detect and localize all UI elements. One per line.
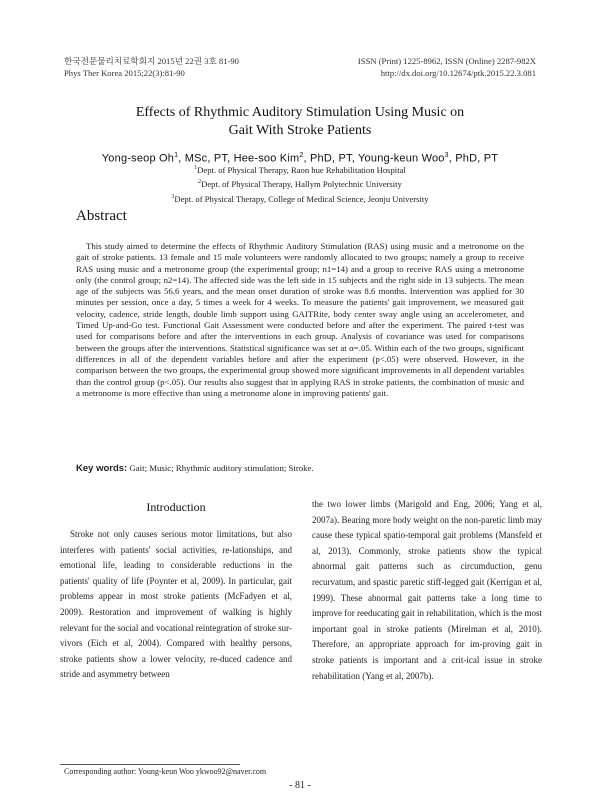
paper-title-line2: Gait With Stroke Patients bbox=[228, 123, 372, 138]
keywords-label: Key words: bbox=[76, 463, 128, 474]
page-number: - 81 - bbox=[289, 780, 311, 791]
author-name: Yong-seop Oh bbox=[101, 152, 175, 165]
journal-korean-citation: 한국전문물리치료학회지 2015년 22권 3호 81-90 bbox=[64, 56, 239, 66]
paper-title-line1: Effects of Rhythmic Auditory Stimulation Using Music on bbox=[135, 105, 465, 120]
author-name: Young-keun Woo bbox=[358, 152, 445, 165]
keywords bbox=[76, 463, 314, 474]
abstract-body: This study aimed to determine the effects of Rhythmic Auditory Stimulation (RAS) using music and a metronome on the gait of stroke patients. 13 female and 15 male volunteers were randomly allocated to two groups; namely a group to receive RAS using music and a metronome group (the experimental group; n1=14) and a group to receive RAS using a metronome only (the control group; n2=14). The affected side was the left side in 15 subjects and the right side in 13 subjects. The mean age of the subjects was 56.6 years, and the mean onset duration of stroke was 8.6 months. Intervention was applied for 30 minutes per session, once a day, 5 times a week for 4 weeks. To measure the patients' gait improvement, we measured gait velocity, cadence, stride length, double limb support using GAITRite, body center sway angle using an accelerometer, and Timed Up-and-Go test. Functional Gait Assessment were conducted before and after the experiment. The paired t-test was used for comparisons before and after the interventions in each group. Analysis of covariance was used for comparisons between the groups after the interventions. Statistical significance was set at α=.05. Within each of the two groups, significant differences in all of the dependent variables before and after the experiment (p<.05) were observed. However, in the comparison between the two groups, the experimental group showed more significant improvements in all dependent variables than the control group (p<.05). Our results also suggest that in applying RAS in stroke patients, the combination of music and a metronome is more effective than using a metronome alone in improving patients' gait. bbox=[76, 241, 524, 398]
affiliation-list bbox=[0, 162, 600, 205]
introduction-column-right: the two lower limbs (Marigold and Eng, 2006; Yang et al, 2007a). Bearing more body weight on the non-paretic limb may cause these typical spatio-temporal gait problems (Mansfeld et al, 2013). Commonly, stroke patients show the typical abnormal gait patterns such as circumduction, genu recurvatum, and spastic paretic stiff-legged gait (Kerrigan et al, 1999). These abnormal gait patterns take a long time to improve for reeducating gait in rehabilitation, which is the most important goal in stroke patients (Mirelman et al, 2010). Therefore, an appropriate approach for im-proving gait in stroke patients is important and a crit-ical issue in stroke rehabilitation (Yang et al, 2007b). bbox=[312, 499, 542, 681]
affiliation-item: $^3$Dept. of Physical Therapy, College of Medical Science, Jeonju University bbox=[171, 193, 429, 204]
affiliation-item: $^2$Dept. of Physical Therapy, Hallym Polytechnic University bbox=[198, 179, 402, 190]
paper-title bbox=[0, 104, 600, 140]
journal-citation: Phys Ther Korea 2015;22(3):81-90 bbox=[64, 68, 185, 78]
doi-link[interactable]: http://dx.doi.org/10.12674/ptk.2015.22.3.081 bbox=[380, 68, 536, 78]
abstract-heading: Abstract bbox=[76, 208, 127, 224]
corresponding-author-footnote: Corresponding author: Young-keun Woo ykwoo92@naver.com bbox=[64, 767, 267, 776]
introduction-heading: Introduction bbox=[146, 500, 206, 514]
author-name: Hee-soo Kim bbox=[233, 152, 300, 165]
author-degrees: , MSc, PT, bbox=[178, 152, 234, 165]
author-degrees: , PhD, PT bbox=[448, 152, 499, 165]
issn-line: ISSN (Print) 1225-8962, ISSN (Online) 2287-982X bbox=[357, 56, 536, 66]
affiliation-item: $^1$Dept. of Physical Therapy, Raon hue Rehabilitation Hospital bbox=[194, 164, 406, 175]
author-affil-marker: 2 bbox=[299, 152, 304, 159]
author-affil-marker: 1 bbox=[174, 152, 179, 159]
introduction-column-left: Stroke not only causes serious motor limitations, but also interferes with patients' social activities, re-lationships, and emotional life, leading to considerable reductions in the patients' quality of life (Poynter et al, 2009). In particular, gait problems appear in most stroke patients (McFadyen et al, 2009). Restoration and improvement of walking is highly relevant for the social and vocational reintegration of stroke sur-vivors (Eich et al, 2004). Compared with healthy persons, stroke patients show a lower velocity, re-duced cadence and stride and asymmetry between bbox=[60, 529, 292, 680]
journal-header-left bbox=[64, 55, 239, 79]
keywords-text: Gait; Music; Rhythmic auditory stimulation; Stroke. bbox=[127, 463, 314, 473]
author-degrees: , PhD, PT, bbox=[303, 152, 359, 165]
author-affil-marker: 3 bbox=[444, 152, 449, 159]
footnote-divider bbox=[60, 764, 240, 765]
journal-header-right bbox=[358, 55, 536, 79]
